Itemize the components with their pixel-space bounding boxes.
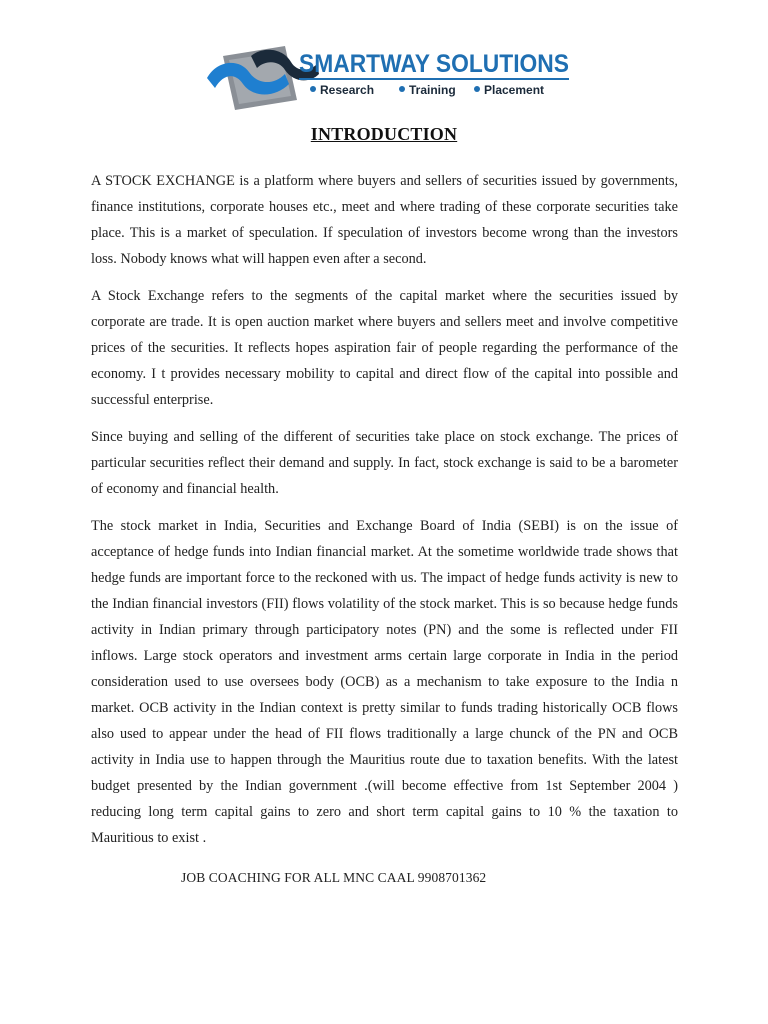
paragraph: Since buying and selling of the different of securities take place on stock exchange. The prices of particular securities reflect their demand and supply. In fact, stock exchange is said to be a barometer of economy and financial health. (91, 429, 678, 497)
company-logo (193, 34, 585, 118)
page-title: INTRODUCTION (310, 124, 458, 144)
brand-underline (299, 78, 569, 80)
tag-placement: Placement (484, 83, 545, 97)
bullet-icon (310, 86, 316, 92)
bullet-icon (474, 86, 480, 92)
tag-training: Training (409, 83, 456, 97)
tag-research: Research (320, 83, 375, 97)
brand-name: SMARTWAY SOLUTIONS (299, 50, 569, 78)
paragraph: The stock market in India, Securities and Exchange Board of India (SEBI) is on the issue of acceptance of hedge funds into Indian financial market. At the sometime worldwide trade shows that hedge funds are important force to the reckoned with us. The impact of hedge funds activity is new to the Indian financial investors (FII) flows volatility of the stock market. This is so because hedge funds activity in Indian primary through participatory notes (PN) and the some is reflected under FII inflows. Large stock operators and investment arms certain large corporate in India in the period consideration used to use oversees body (OCB) as a mechanism to take exposure to the India n market. OCB activity in the Indian context is pretty similar to funds trading historically OCB flows also used to appear under the head of FII flows traditionally a large chunck of the PN and OCB activity in India use to happen through the Mauritius route due to taxation benefits. With the latest budget presented by the Indian government .(will become effective from 1st September 2004 ) reducing long term capital gains to zero and short term capital gains to 10 % the taxation to Mauritious to exist . (91, 518, 678, 846)
paragraph: A STOCK EXCHANGE is a platform where buyers and sellers of securities issued by governments, finance institutions, corporate houses etc., meet and where trading of these corporate securities take place. This is a market of speculation. If speculation of investors become wrong than the investors loss. Nobody knows what will happen even after a second. (91, 173, 678, 267)
document-body (91, 168, 678, 862)
footer-note: JOB COACHING FOR ALL MNC CAAL 9908701362 (181, 870, 487, 885)
paragraph: A Stock Exchange refers to the segments of the capital market where the securities issued by corporate are trade. It is open auction market where buyers and sellers meet and involve competitive prices of the securities. It reflects hopes aspiration fair of people regarding the performance of the economy. I t provides necessary mobility to capital and direct flow of the capital into possible and successful enterprise. (91, 288, 678, 408)
bullet-icon (399, 86, 405, 92)
